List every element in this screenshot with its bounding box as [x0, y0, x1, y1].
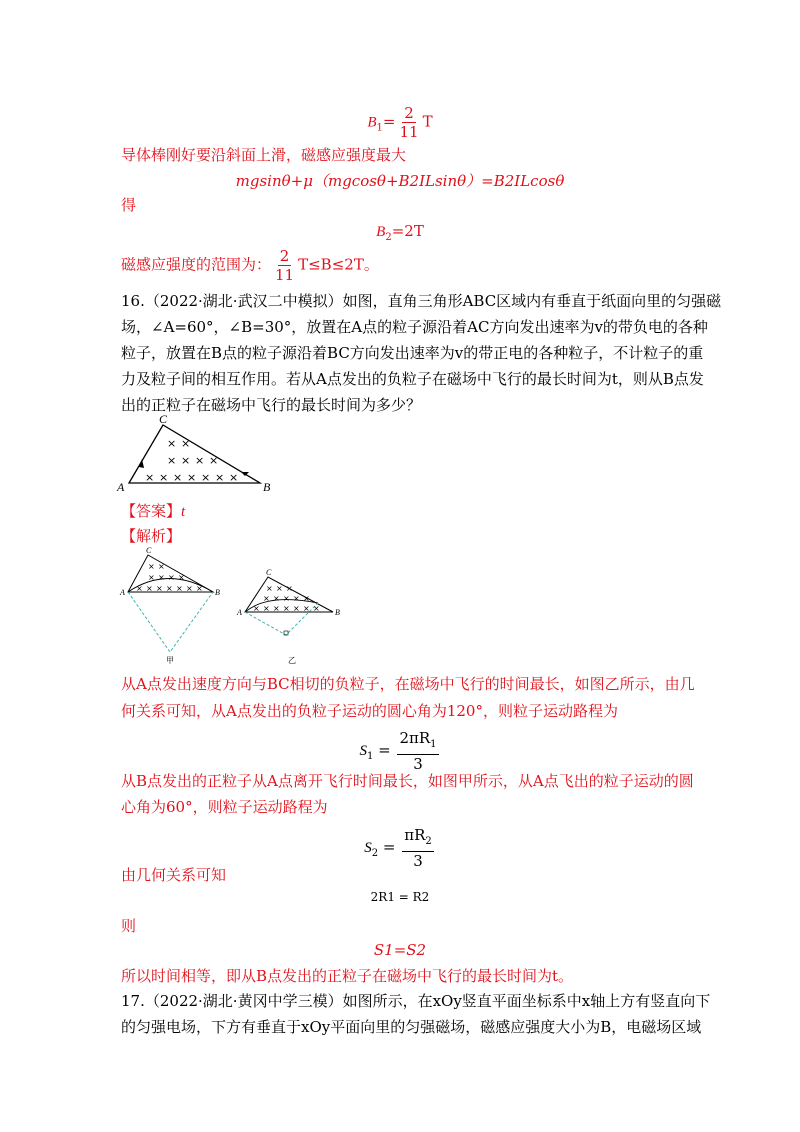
field-cross: ×: [286, 584, 293, 593]
field-cross: ×: [167, 437, 177, 450]
field-cross: ×: [303, 604, 310, 613]
solution-line: 从A点发出速度方向与BC相切的负粒子，在磁场中飞行的时间最长，如图乙所示，由几: [121, 675, 695, 693]
field-cross: ×: [181, 437, 191, 450]
solution-line: 何关系可知，从A点发出的负粒子运动的圆心角为120°，则粒子运动路程为: [121, 702, 618, 720]
fraction: $\frac{\pi R_2}{3}$: [404, 826, 432, 870]
equation-r: 2R1 = R2: [370, 890, 430, 904]
equation-s1: $S_1$ = $\frac{2\pi R_1}{3}$: [359, 729, 437, 773]
field-cross: ×: [229, 471, 239, 484]
text-line: 得: [121, 196, 137, 214]
equation-b2: $B_2=2T$: [376, 222, 424, 243]
fraction: $\frac{2\pi R_1}{3}$: [399, 729, 437, 773]
field-cross: ×: [209, 454, 219, 467]
field-cross: ×: [313, 604, 320, 613]
solution-line: 则: [121, 917, 137, 935]
field-cross: ×: [303, 594, 310, 603]
solution-figures: [118, 547, 358, 669]
field-cross: ×: [168, 573, 175, 582]
field-cross: ×: [293, 604, 300, 613]
question-16-line: 场，∠A=60°，∠B=30°，放置在A点的粒子源沿着AC方向发出速率为v的带负电的各种: [121, 318, 708, 336]
field-cross: ×: [283, 594, 290, 603]
field-cross: ×: [201, 471, 211, 484]
vertex-label-c: C: [159, 412, 168, 426]
question-16-line: 力及粒子间的相互作用。若从A点发出的负粒子在磁场中飞行的最长时间为t，则从B点发: [121, 370, 704, 388]
analysis-label: 【解析】: [121, 527, 182, 545]
solution-line: 从B点发出的正粒子从A点离开飞行时间最长，如图甲所示，从A点飞出的粒子运动的圆: [121, 772, 694, 790]
question-16-line: 出的正粒子在磁场中飞行的最长时间为多少？: [121, 396, 422, 414]
fraction: $\frac{2}{11}$: [275, 247, 295, 284]
field-cross: ×: [181, 454, 191, 467]
equation-force-balance: mgsinθ+μ（mgcosθ+B2ILsinθ）=B2ILcosθ: [235, 172, 565, 190]
vertex-label-c: C: [266, 568, 272, 577]
field-cross: ×: [148, 562, 155, 571]
field-cross: ×: [266, 584, 273, 593]
field-cross: ×: [173, 471, 183, 484]
field-cross: ×: [196, 584, 203, 593]
equation-b1: $B_1=$ $\frac{2}{11}$ T: [367, 104, 433, 141]
field-cross: ×: [187, 471, 197, 484]
field-cross: ×: [293, 594, 300, 603]
field-cross: ×: [145, 471, 155, 484]
vertex-label-a: A: [117, 480, 125, 494]
field-cross: ×: [215, 471, 225, 484]
vertex-label-b: B: [335, 608, 340, 617]
field-cross: ×: [273, 604, 280, 613]
field-cross: ×: [158, 573, 165, 582]
question-17-line: 的匀强电场，下方有垂直于xOy平面向里的匀强磁场，磁感应强度大小为B，电磁场区域: [121, 1018, 702, 1036]
question-17-line: 17.（2022·湖北·黄冈中学三模）如图所示，在xOy竖直平面坐标系中x轴上方有竖直向下: [121, 992, 711, 1010]
caption-yi: 乙: [288, 656, 296, 665]
field-cross: ×: [148, 573, 155, 582]
equation-s-equal: S1=S2: [373, 941, 427, 959]
vertex-label-b: B: [263, 480, 271, 494]
field-cross: ×: [263, 604, 270, 613]
solution-line: 所以时间相等，即从B点发出的正粒子在磁场中飞行的最长时间为t。: [121, 967, 574, 985]
range-statement: 磁感应强度的范围为： $\frac{2}{11}$ T≤B≤2T。: [121, 247, 379, 284]
solution-line: 心角为60°，则粒子运动路程为: [121, 798, 328, 816]
field-cross: ×: [167, 454, 177, 467]
field-cross: ×: [273, 594, 280, 603]
field-cross: ×: [195, 454, 205, 467]
field-cross: ×: [186, 584, 193, 593]
vertex-label-a: A: [237, 608, 242, 617]
question-16-line: 16.（2022·湖北·武汉二中模拟）如图，直角三角形ABC区域内有垂直于纸面向里的匀强磁: [121, 292, 722, 310]
caption-jia: 甲: [166, 656, 174, 665]
text-line: 导体棒刚好要沿斜面上滑，磁感应强度最大: [121, 146, 407, 164]
triangle-figure: [115, 412, 285, 495]
field-cross: ×: [283, 604, 290, 613]
equation-s2: $S_2$ = $\frac{\pi R_2}{3}$: [364, 826, 432, 870]
field-cross: ×: [166, 584, 173, 593]
solution-line: 由几何关系可知: [121, 866, 227, 884]
question-16-line: 粒子，放置在B点的粒子源沿着BC方向发出速率为v的带正电的各种粒子，不计粒子的重: [121, 344, 704, 362]
field-cross: ×: [178, 573, 185, 582]
answer-line: 【答案】t: [121, 502, 186, 520]
field-cross: ×: [253, 604, 260, 613]
field-cross: ×: [158, 562, 165, 571]
field-cross: ×: [156, 584, 163, 593]
field-cross: ×: [159, 471, 169, 484]
vertex-label-c: C: [146, 546, 152, 555]
field-cross: ×: [146, 584, 153, 593]
vertex-label-a: A: [120, 588, 125, 597]
field-cross: ×: [176, 584, 183, 593]
field-cross: ×: [263, 594, 270, 603]
field-cross: ×: [276, 584, 283, 593]
vertex-label-b: B: [215, 588, 220, 597]
fraction: $\frac{2}{11}$: [399, 104, 419, 141]
field-cross: ×: [136, 584, 143, 593]
